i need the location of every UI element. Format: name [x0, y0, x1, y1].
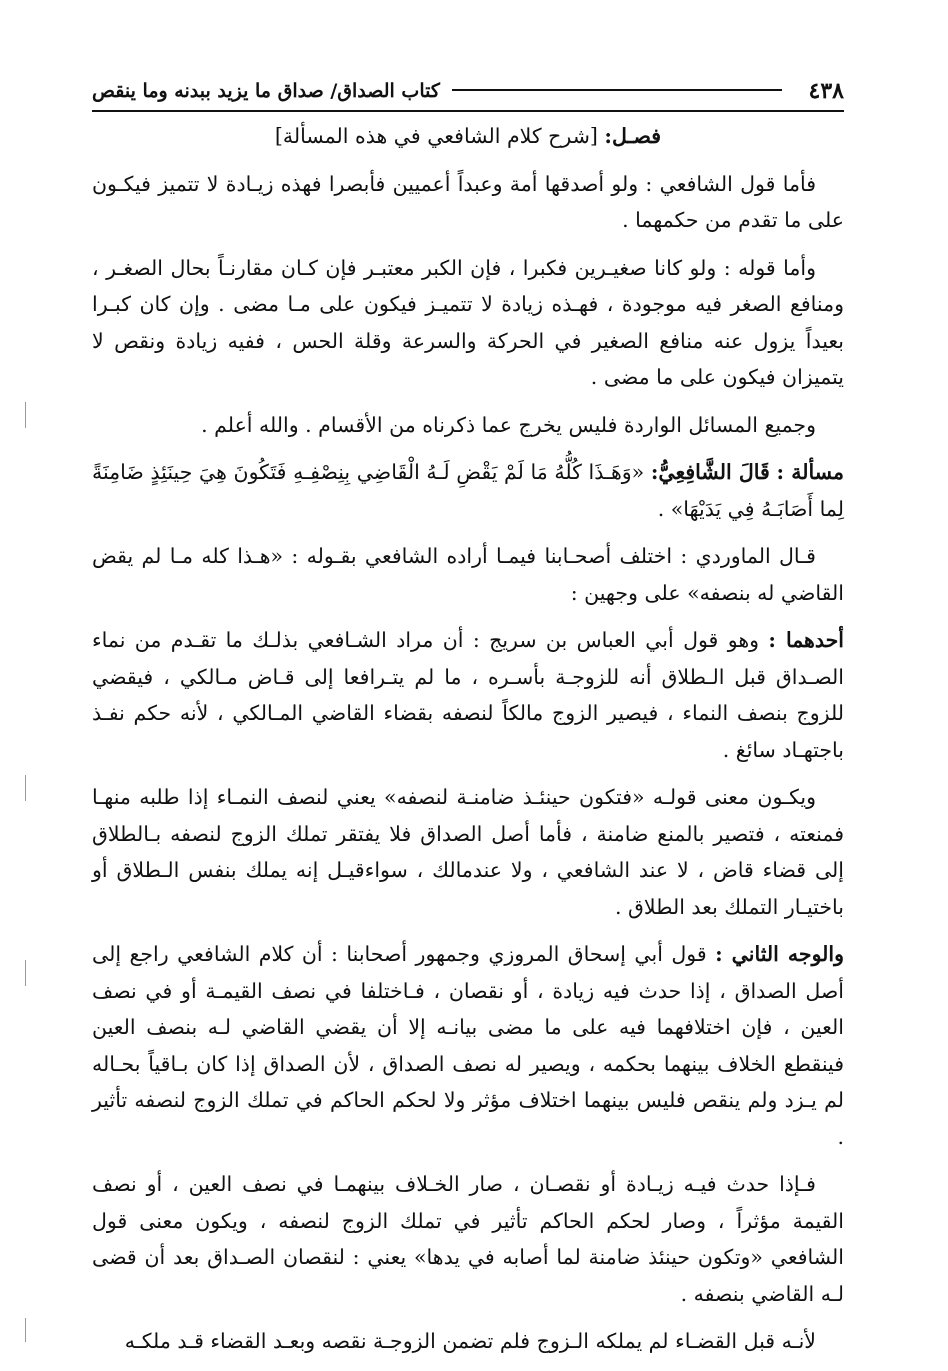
header-rule [452, 89, 782, 91]
paragraph-2: وأما قوله : ولو كانا صغيـرين فكبرا ، فإن الكبر معتبـر فإن كـان مقارنـاً بحال الصغـر ، ومنافع الصغر فيه موجودة ، فهـذه زيادة لا تتميـز فيكون على مـا مضى . وإن كان كبـرا بعيداً يزول عنه منافع الصغير في الحركة والسرعة وقلة الحس ، ففيه زيادة ونقص لا يتميزان فيكون على ما مضى . [92, 255, 844, 389]
first-view-text: وهو قول أبي العباس بن سريج : أن مراد الشـافعي بذلـك ما تقـدم من نماء الصـداق قبل الـطلاق أنه للزوجـة بأسـره ، ما لم يتـرافعا إلى قـاض مـالكي ، فيقضي للزوج بنصف النماء ، فيصير الزوج مالكاً لنصفه بقضاء القاضي المـالكي ، لأنه حكم نفـذ باجتهـاد سائغ . [92, 628, 844, 762]
margin-mark [25, 960, 26, 986]
section-heading [92, 118, 844, 155]
masala-speaker: قَالَ الشَّافِعِيُّ: [650, 460, 770, 484]
first-view-label: أحدهما : [768, 628, 844, 652]
masala-paragraph [92, 454, 844, 527]
paragraph-1: فأما قول الشافعي : ولو أصدقها أمة وعبداً أعميين فأبصرا فهذه زيـادة لا تتميز فيكـون على ما تقدم من حكمهما . [92, 171, 844, 232]
paragraph-4: قـال الماوردي : اختلف أصحـابنا فيمـا أراده الشافعي بقـوله : «هـذا كله مـا لم يقض القاضي له بنصفه» على وجهين : [92, 544, 844, 605]
body-text [92, 118, 844, 1371]
paragraph-8: فـإذا حدث فيـه زيـادة أو نقصـان ، صار الخـلاف بينهمـا في نصف العين ، أو نصف القيمة مؤثراً ، وصار لحكم الحاكم تأثير في تملك الزوج لنصفه ، ويكون معنى قول الشافعي «وتكون حينئذ ضامنة لما أصابه في يدها» يعني : لنقصان الصـداق بعد أن قضى لـه القاضي بنصفه . [92, 1172, 844, 1306]
paragraph-7 [92, 936, 844, 1155]
margin-mark [25, 775, 26, 801]
paragraph-6: ويكـون معنى قولـه «فتكون حينئـذ ضامنـة لنصفه» يعني لنصف النمـاء إذا طلبه منهـا فمنعته ، فتصير بالمنع ضامنة ، فأما أصل الصداق فلا يفتقر تملك الزوج لنصفه بـالطلاق إلى قضاء قاض ، لا عند الشافعي ، ولا عندمالك ، سواءقيـل إنه يملك بنفس الـطلاق أو باختيـار التملك بعد الطلاق . [92, 785, 844, 919]
margin-mark [25, 402, 26, 428]
running-title: كتاب الصداق/ صداق ما يزيد ببدنه وما ينقص [92, 80, 440, 102]
masala-text: «وَهَـذَا كُلُّهُ مَا لَمْ يَقْضِ لَـهُ الْقَاضِي بِنِصْفِـهِ فَتَكُونَ هِيَ حِينَئِذٍ ضَامِنَةً لِما أَصَابَـهُ فِي يَدَيْهَا» . [92, 460, 844, 521]
section-title: [شرح كلام الشافعي في هذه المسألة] [274, 124, 605, 148]
page-number: ٤٣٨ [808, 78, 844, 104]
paragraph-5 [92, 622, 844, 768]
masala-label: مسألة : [776, 460, 844, 484]
page-header [92, 70, 844, 112]
paragraph-3: وجميع المسائل الواردة فليس يخرج عما ذكرناه من الأقسام . والله أعلم . [201, 412, 816, 437]
section-label: فصـل: [604, 124, 662, 148]
second-view-label: والوجه الثاني : [715, 942, 844, 966]
second-view-text: قول أبي إسحاق المروزي وجمهور أصحابنا : أن كلام الشافعي راجع إلى أصل الصداق ، إذا حدث فيه زيادة ، أو نقصان ، فـاختلفا في نصف القيمـة أو في نصف العين ، فإن اختلافهما فيه على ما مضى بيانـه إلا أن يقضي القاضي لـه بنصف العين فينقطع الخلاف بينهما بحكمه ، ويصير له نصف الصداق ، لأن الصداق إذا كان بـاقياً بحـاله لم يـزد ولم ينقص فليس بينهما اختلاف مؤثر ولا لحكم الحاكم في تملك الزوج لنصفه تأثير . [92, 942, 844, 1149]
margin-mark [25, 1318, 26, 1342]
paragraph-9: لأنـه قبل القضـاء لم يملكه الـزوج فلم تضمن الزوجـة نقصه وبعـد القضاء قـد ملكـه [124, 1329, 816, 1353]
